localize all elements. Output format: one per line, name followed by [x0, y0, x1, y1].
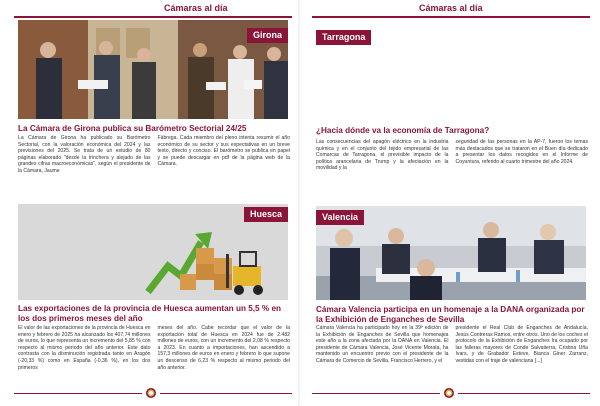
chamber-logo-icon: [444, 388, 454, 398]
body-girona-col1: La Cámara de Girona ha publicado su Barómetro Sectorial, con la valoración económica del 2024 y las previsiones del 2025. Se trata de un estudio de 80 páginas elaborado "desde la trinchera y alejado de las grandes cifras macroeconómicas", según el presidente de la Cámara, Jaume: [18, 135, 151, 174]
body-tarragona-col1: Las consecuencias del apagón eléctrico en la industria química y en el conjunto del tejido empresarial de las Comarcas de Tarragona, el previsible impacto de la política arancelaria de Trump y la afectación en la movilidad y la: [316, 139, 449, 172]
page-gutter: [298, 0, 302, 406]
huesca-photo: [18, 204, 288, 300]
body-huesca: [18, 325, 290, 371]
body-tarragona-col2: seguridad de las personas en la AP-7, fueron los temas más destacados que se trataron en el Buen día dedicado a presentar los datos recogidos en el Informe de Coyuntura, referido al cuarto trimestre del año 2024.: [455, 139, 588, 165]
section-title: Cámaras al día: [164, 3, 228, 13]
valencia-photo: [316, 206, 586, 300]
body-tarragona: [316, 139, 588, 172]
body-girona-col2: Fàbrega. Cada miembro del pleno intenta resumir el año económico de su sector y sus expectativas en un breve texto, directo y conciso. El barómetro se publica en papel y se puede descargar en pdf de la página web de la Cámara.: [157, 135, 290, 168]
headline-huesca: Las exportaciones de la provincia de Huesca aumentan un 5,5 % en los dos primeros meses del año: [18, 304, 281, 323]
body-valencia-col2: presidente el Real Club de Enganches de Andalucía, Jesús Contreras Ramos, entre otros. Uno de los coches el protocolo de la Exhibición de Enganches Ira ocupado por las falleras mayores de Conde Salvatierra, Cristina Uña Ivars, y de Grabador Esteve, Bianca Giner Zarranz, vestidas con el traje de valenciana [...]: [455, 325, 588, 364]
tag-huesca: Huesca: [244, 207, 288, 222]
girona-photo: [18, 20, 288, 119]
tag-valencia: Valencia: [316, 210, 364, 225]
tag-girona: Girona: [247, 28, 288, 43]
footer-rule: [14, 393, 142, 394]
body-valencia-col1: Cámara Valencia ha participado hoy en la 39ª edición de la Exhibición de Enganches de Sevilla que homenajea este año a la zona afectada por la DANA en Valencia. El presidente de Cámara Valencia, José Vicente Morata, ha mantenido un encuentro previo con el presidente de la Cámara de Comercio de Sevilla, Francisco Herrero, y el: [316, 325, 449, 364]
headline-girona: La Cámara de Girona publica su Barómetro Sectorial 24/25: [18, 124, 247, 133]
body-girona: [18, 135, 290, 175]
footer-rule: [458, 393, 590, 394]
headline-tarragona: ¿Hacia dónde va la economía de Tarragona?: [316, 126, 490, 135]
left-page: [8, 0, 298, 406]
section-title: Cámaras al día: [419, 3, 483, 13]
footer-rule: [312, 393, 440, 394]
body-huesca-col1: El valor de las exportaciones de la provincia de Huesca en enero y febrero de 2025 ha alcanzado los 407,74 millones de euros, lo que representa un incremento del 5,85 % con respecto al mismo periodo del año anterior. Este dato contrasta con la disminución registrada tanto en Aragón (-20,33 %) como en España (-0,36 %), en los dos primeros: [18, 325, 151, 371]
header-rule: [14, 16, 292, 18]
headline-valencia: Cámara Valencia participa en un homenaje a la DANA organizada por la Exhibición de Enganches de Sevilla: [316, 305, 585, 324]
body-valencia: [316, 325, 588, 365]
body-huesca-col2: meses del año. Cabe recordar que el valor de la exportación total de Huesca en 2024 fue de 2.482 millones de euros, con un incremento del 2,08 % respecto a 2023. En cuanto a importaciones, han ascendido a 157,3 millones de euros en enero y febrero lo que supone un descenso de 6,23 % respecto al mismo periodo del año anterior.: [157, 325, 290, 371]
chamber-logo-icon: [146, 388, 156, 398]
tag-tarragona: Tarragona: [316, 30, 371, 45]
header-rule: [312, 16, 590, 18]
right-page: [306, 0, 596, 406]
footer-rule: [160, 393, 292, 394]
